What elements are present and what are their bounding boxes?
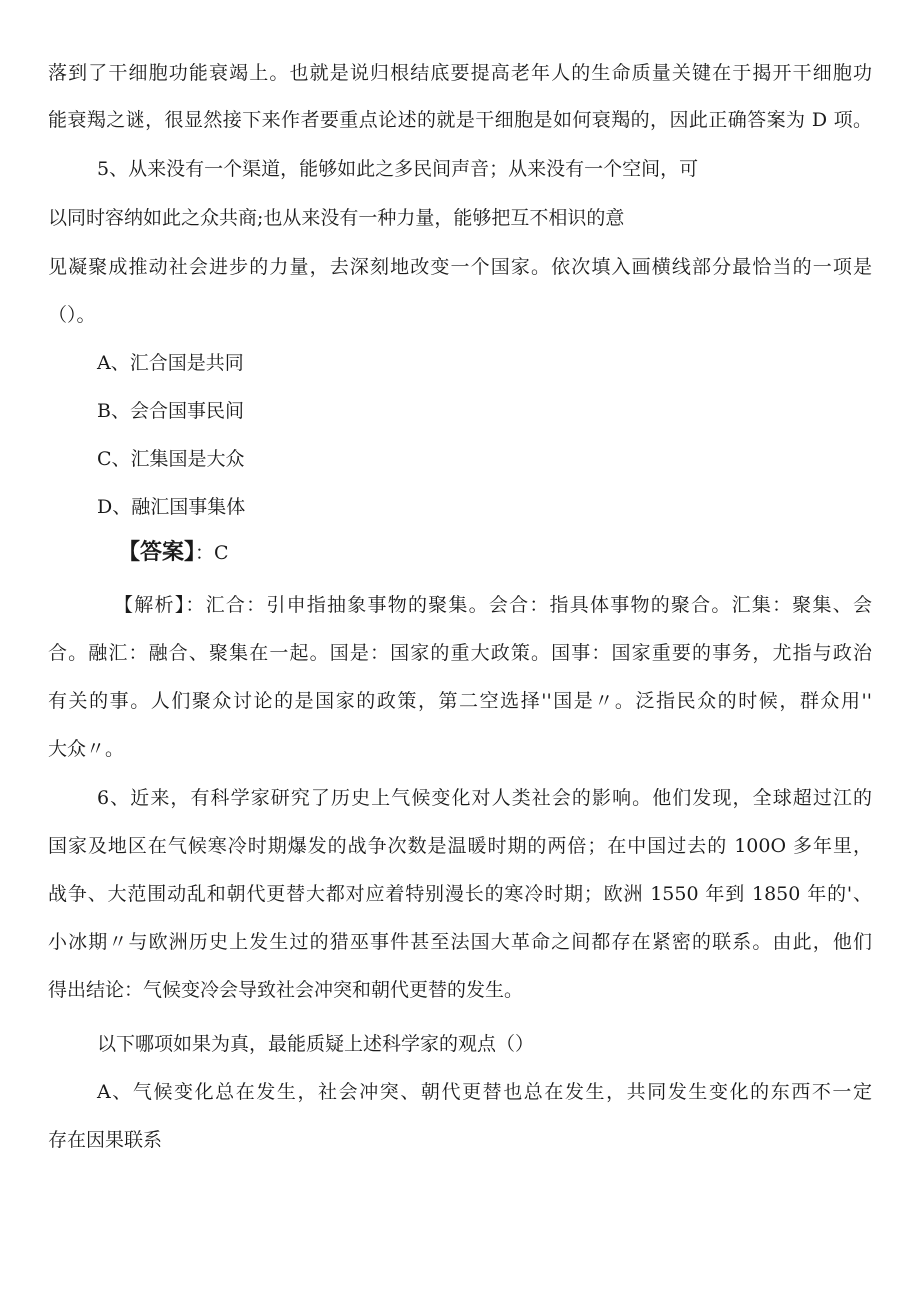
question-5-line-4: （）。	[48, 304, 96, 326]
question-5-option-b: B、会合国事民间	[97, 400, 244, 422]
question-5-option-c: C、汇集国是大众	[97, 448, 245, 470]
continuation-line-2: 能衰羯之谜，很显然接下来作者要重点论述的就是干细胞是如何衰羯的，因此正确答案为 D 项。	[48, 109, 872, 131]
answer-value: ：C	[195, 542, 229, 564]
question-6-line-5: 得出结论：气候变冷会导致社会冲突和朝代更替的发生。	[48, 979, 524, 1001]
question-5-analysis-line-3: 有关的事。人们聚众讨论的是国家的政策，第二空选择''国是〃。泛指民众的时候，群众用''	[48, 690, 872, 712]
continuation-line-1: 落到了干细胞功能衰竭上。也就是说归根结底要提高老年人的生命质量关键在于揭开干细胞功	[48, 62, 872, 84]
question-6-prompt: 以下哪项如果为真，最能质疑上述科学家的观点（）	[97, 1033, 535, 1055]
question-5-analysis-line-2: 合。融汇：融合、聚集在一起。国是：国家的重大政策。国事：国家重要的事务，尤指与政治	[48, 642, 872, 664]
question-5-answer	[118, 541, 229, 565]
question-6-line-2: 国家及地区在气候寒冷时期爆发的战争次数是温暖时期的两倍；在中国过去的 100O 多年里，	[48, 835, 872, 857]
question-6-option-a-line-2: 存在因果联系	[48, 1129, 163, 1151]
question-5-analysis-line-1: 【解析】：汇合：引申指抽象事物的聚集。会合：指具体事物的聚合。汇集：聚集、会	[114, 594, 872, 616]
question-5-option-d: D、融汇国事集体	[97, 496, 246, 518]
question-6-line-4: 小冰期〃与欧洲历史上发生过的猎巫事件甚至法国大革命之间都存在紧密的联系。由此，他们	[48, 931, 872, 953]
question-5-line-1: 5、从来没有一个渠道，能够如此之多民间声音；从来没有一个空间，可	[97, 158, 699, 180]
question-6-line-3: 战争、大范围动乱和朝代更替大都对应着特别漫长的寒冷时期；欧洲 1550 年到 1850 年的'、	[48, 883, 872, 905]
question-5-option-a: A、汇合国是共同	[97, 352, 244, 374]
answer-label: 【答案】	[118, 540, 196, 565]
question-5-line-2: 以同时容纳如此之众共商;也从来没有一种力量，能够把互不相识的意	[48, 207, 625, 229]
question-6-line-1: 6、近来，有科学家研究了历史上气候变化对人类社会的影响。他们发现，全球超过江的	[97, 787, 872, 809]
question-6-option-a-line-1: A、气候变化总在发生，社会冲突、朝代更替也总在发生，共同发生变化的东西不一定	[97, 1081, 872, 1103]
question-5-analysis-line-4: 大众〃。	[48, 738, 125, 760]
question-5-line-3: 见凝聚成推动社会进步的力量，去深刻地改变一个国家。依次填入画横线部分最恰当的一项是	[48, 256, 872, 278]
